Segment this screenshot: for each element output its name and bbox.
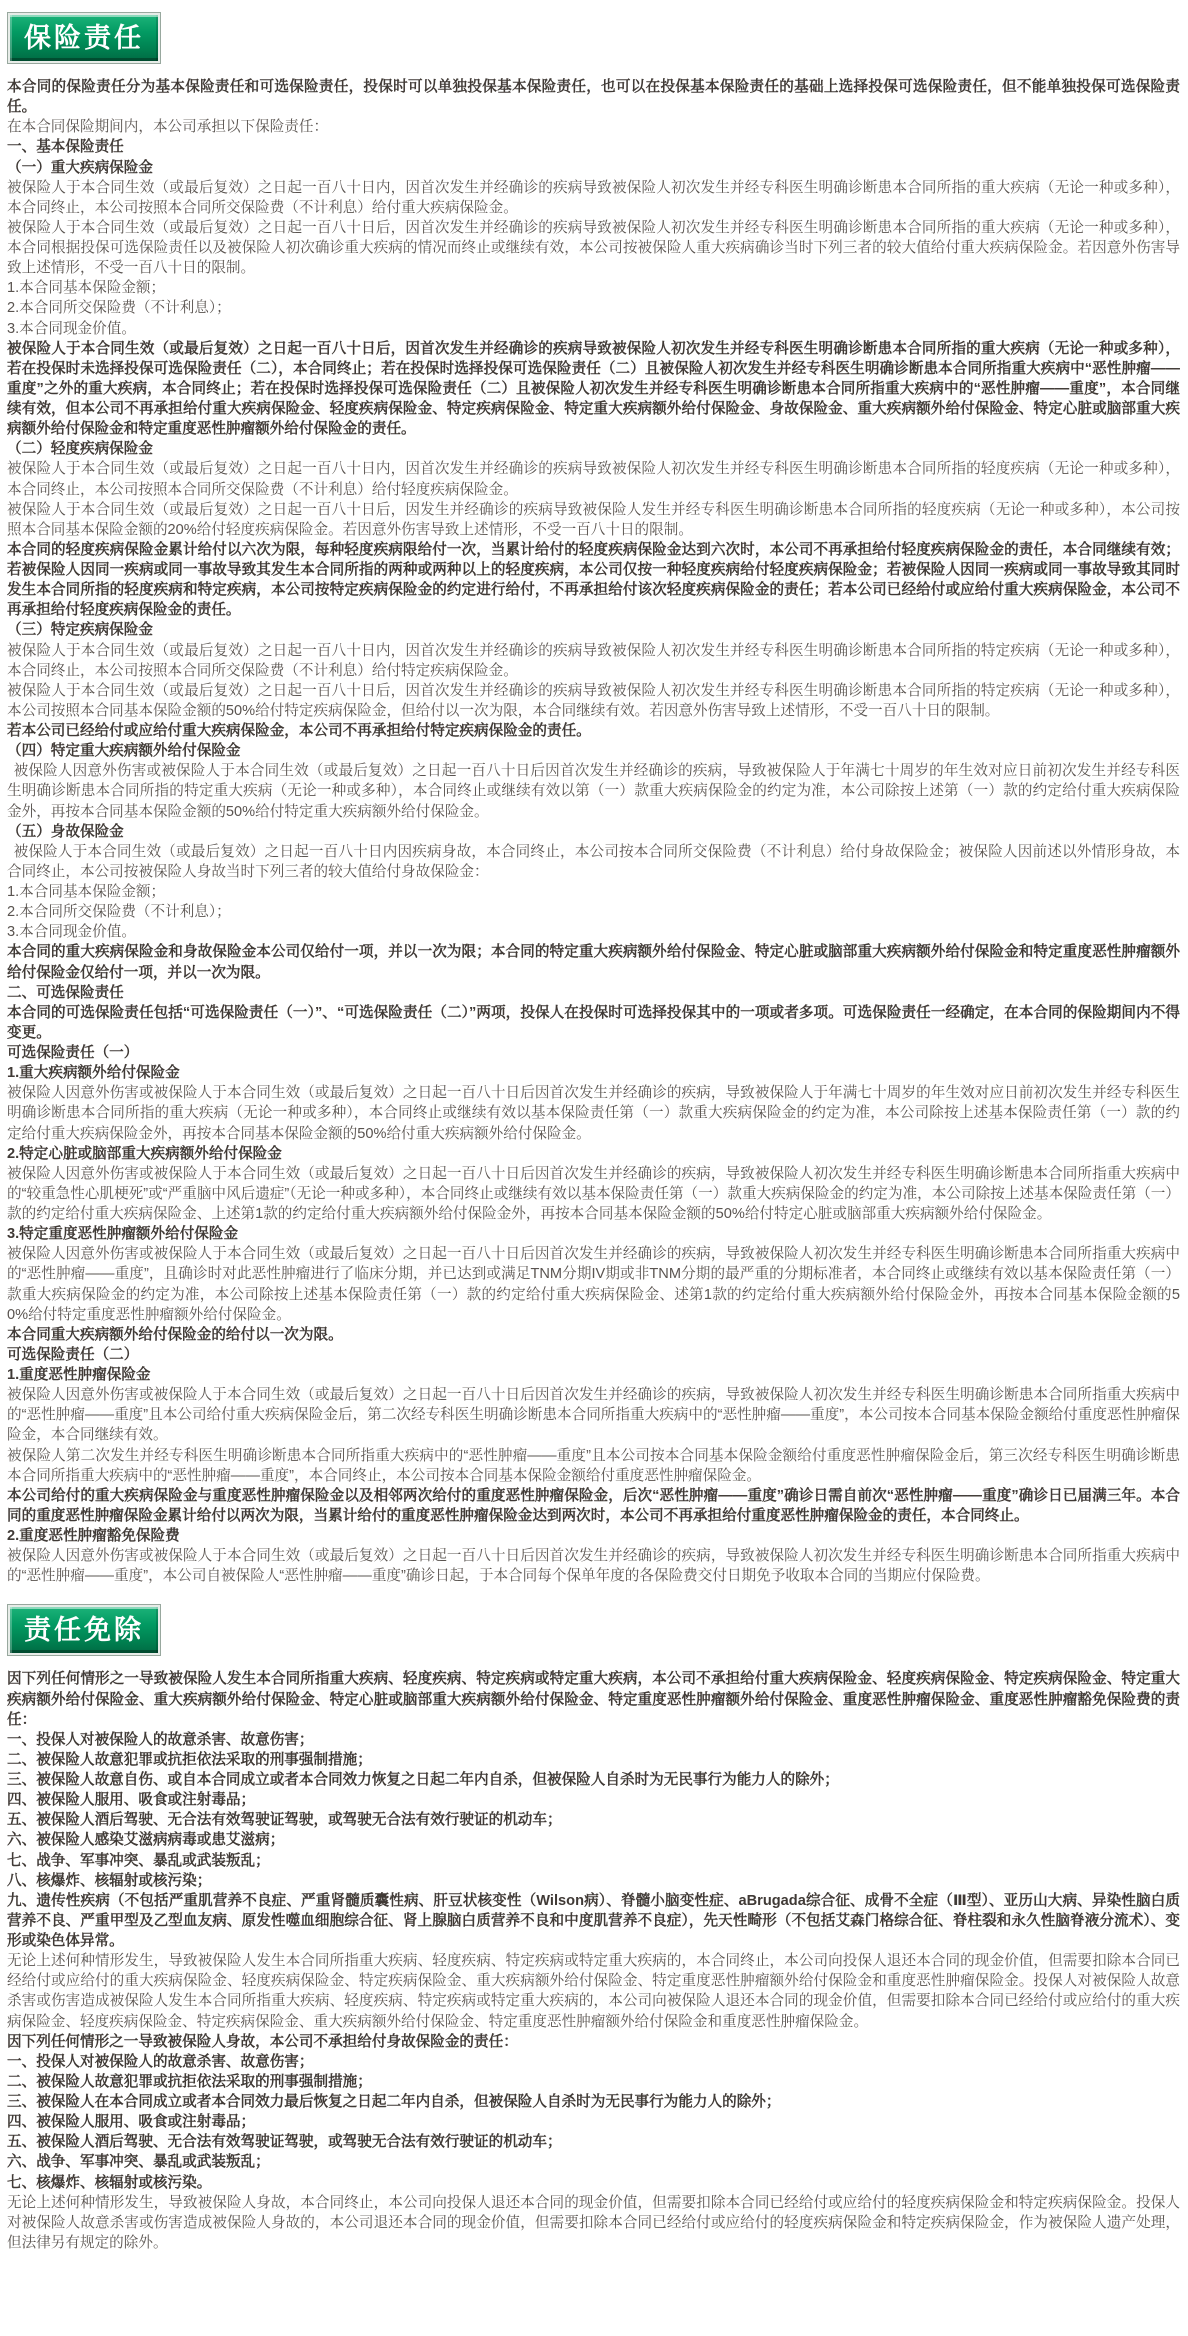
clause-text-bold: 本合同的保险责任分为基本保险责任和可选保险责任，投保时可以单独投保基本保险责任，也可以在投保基本保险责任的基础上选择投保可选保险责任，但不能单独投保可选保险责任。 [7,79,1180,116]
clause-text-bold: 本合同的重大疾病保险金和身故保险金本公司仅给付一项，并以一次为限；本合同的特定重大疾病额外给付保险金、特定心脏或脑部重大疾病额外给付保险金和特定重度恶性肿瘤额外给付保险金仅给付一项，并以一次为限。 [7,944,1180,981]
clause-text-bold: 二、被保险人故意犯罪或抗拒依法采取的刑事强制措施； [7,1751,372,1768]
clause-text: 无论上述何种情形发生，导致被保险人身故，本合同终止，本公司向投保人退还本合同的现金价值，但需要扣除本合同已经给付或应给付的轻度疾病保险金和特定疾病保险金。投保人对被保险人故意杀害或伤害造成被保险人身故的，本公司退还本合同的现金价值，但需要扣除本合同已经给付或应给付的轻度疾病保险金和特定疾病保险金，作为被保险人遗产处理，但法律另有规定的除外。 [7,2194,1180,2251]
clause-text-bold: 若本公司已经给付或应给付重大疾病保险金，本公司不再承担给付特定疾病保险金的责任。 [7,723,591,739]
clause-text-bold: 七、战争、军事冲突、暴乱或武装叛乱； [7,1852,270,1869]
clause-text: 被保险人于本合同生效（或最后复效）之日起一百八十日内，因首次发生并经确诊的疾病导致被保险人初次发生并经专科医生明确诊断患本合同所指的重大疾病（无论一种或多种），本合同终止，本公司按照本合同所交保险费（不计利息）给付重大疾病保险金。 [7,179,1180,216]
clause-text-bold: 四、被保险人服用、吸食或注射毒品； [7,2114,256,2131]
clause-text: 2.本合同所交保险费（不计利息）； [7,904,231,921]
clause-text: 被保险人第二次发生并经专科医生明确诊断患本合同所指重大疾病中的“恶性肿瘤——重度”且本公司按本合同基本保险金额给付重度恶性肿瘤保险金后，第三次经专科医生明确诊断患本合同所指重大疾病中的“恶性肿瘤——重度”，本合同终止，本公司按本合同基本保险金额给付重度恶性肿瘤保险金。 [7,1447,1180,1484]
clause-text: 被保险人于本合同生效（或最后复效）之日起一百八十日后，因发生并经确诊的疾病导致被保险人发生并经专科医生明确诊断患本合同所指的轻度疾病（无论一种或多种），本公司按照本合同基本保险金额的20%给付轻度疾病保险金。若因意外伤害导致上述情形，不受一百八十日的限制。 [7,501,1180,538]
clause-text-bold: （一）重大疾病保险金 [7,159,153,176]
clause-text: 被保险人因意外伤害或被保险人于本合同生效（或最后复效）之日起一百八十日后因首次发生并经确诊的疾病，导致被保险人初次发生并经专科医生明确诊断患本合同所指重大疾病中的“恶性肿瘤——重度”，且确诊时对此恶性肿瘤进行了临床分期，并已达到或满足TNM分期IV期或非TNM分期的最严重的分期标准者，本合同终止或继续有效以基本保险责任第（一）款重大疾病保险金的约定为准，本公司除按上述基本保险责任第（一）款的约定给付重大疾病保险金、述第1款的约定给付重大疾病额外给付保险金外，再按本合同基本保险金额的50%给付特定重度恶性肿瘤额外给付保险金。 [7,1246,1180,1323]
clause-text-bold: （二）轻度疾病保险金 [7,441,153,458]
clause-text-bold: 2.重度恶性肿瘤豁免保险费 [7,1528,180,1544]
clause-text: 被保险人因意外伤害或被保险人于本合同生效（或最后复效）之日起一百八十日后因首次发生并经确诊的疾病，导致被保险人初次发生并经专科医生明确诊断患本合同所指重大疾病中的“恶性肿瘤——重度”，本公司自被保险人“恶性肿瘤——重度”确诊日起，于本合同每个保单年度的各保险费交付日期免予收取本合同的当期应付保险费。 [7,1548,1180,1585]
clause-text-bold: （四）特定重大疾病额外给付保险金 [7,743,241,760]
clause-text-bold: 三、被保险人故意自伤、或自本合同成立或者本合同效力恢复之日起二年内自杀，但被保险人自杀时为无民事行为能力人的除外； [7,1772,839,1788]
insurance-liability-clauses [7,77,1180,1586]
clause-text-bold: 一、投保人对被保险人的故意杀害、故意伤害； [7,2053,314,2070]
clause-text: 被保险人于本合同生效（或最后复效）之日起一百八十日内，因首次发生并经确诊的疾病导致被保险人初次发生并经专科医生明确诊断患本合同所指的轻度疾病（无论一种或多种），本合同终止，本公司按照本合同所交保险费（不计利息）给付轻度疾病保险金。 [7,461,1180,498]
clause-text: 3.本合同现金价值。 [7,320,136,337]
clause-text: 被保险人于本合同生效（或最后复效）之日起一百八十日后，因首次发生并经确诊的疾病导致被保险人初次发生并经专科医生明确诊断患本合同所指的特定疾病（无论一种或多种），本公司按照本合同基本保险金额的50%给付特定疾病保险金，但给付以一次为限，本合同继续有效。若因意外伤害导致上述情形，不受一百八十日的限制。 [7,682,1180,719]
clause-text-bold: 五、被保险人酒后驾驶、无合法有效驾驶证驾驶，或驾驶无合法有效行驶证的机动车； [7,1812,562,1829]
clause-text-bold: 被保险人于本合同生效（或最后复效）之日起一百八十日后，因首次发生并经确诊的疾病导致被保险人初次发生并经专科医生明确诊断患本合同所指的重大疾病（无论一种或多种），若在投保时未选择投保可选保险责任（二），本合同终止；若在投保时选择投保可选保险责任（二）且被保险人初次发生并经专科医生明确诊断患本合同所指重大疾病中“恶性肿瘤——重度”之外的重大疾病，本合同终止；若在投保时选择投保可选保险责任（二）且被保险人初次发生并经专科医生明确诊断患本合同所指重大疾病中的“恶性肿瘤——重度”，本合同继续有效，但本公司不再承担给付重大疾病保险金、轻度疾病保险金、特定疾病保险金、特定重大疾病额外给付保险金、身故保险金、重大疾病额外给付保险金、特定心脏或脑部重大疾病额外给付保险金和特定重度恶性肿瘤额外给付保险金的责任。 [7,340,1180,438]
clause-text: 被保险人因意外伤害或被保险人于本合同生效（或最后复效）之日起一百八十日后因首次发生并经确诊的疾病，导致被保险人于年满七十周岁的年生效对应日前初次发生并经专科医生明确诊断患本合同所指的特定重大疾病（无论一种或多种），本合同终止或继续有效以第（一）款重大疾病保险金的约定为准，本公司除按上述第（一）款的约定给付重大疾病保险金外，再按本合同基本保险金额的50%给付特定重大疾病额外给付保险金。 [7,763,1180,820]
clause-text-bold: 三、被保险人在本合同成立或者本合同效力最后恢复之日起二年内自杀，但被保险人自杀时为无民事行为能力人的除外； [7,2094,781,2110]
clause-text-bold: 二、可选保险责任 [7,984,124,1001]
liability-exemption-badge-label: 责任免除 [10,1607,158,1653]
clause-text: 被保险人于本合同生效（或最后复效）之日起一百八十日内，因首次发生并经确诊的疾病导致被保险人初次发生并经专科医生明确诊断患本合同所指的特定疾病（无论一种或多种），本合同终止，本公司按照本合同所交保险费（不计利息）给付特定疾病保险金。 [7,642,1180,679]
clause-text: 在本合同保险期间内，本公司承担以下保险责任： [7,119,329,136]
clause-text-bold: 九、遗传性疾病（不包括严重肌营养不良症、严重肾髓质囊性病、肝豆状核变性（Wilson病）、脊髓小脑变性症、aBrugada综合征、成骨不全症（Ⅲ型）、亚历山大病、异染性脑白质营养不良、严重甲型及乙型血友病、原发性噬血细胞综合征、肾上腺脑白质营养不良和中度肌营养不良症），先天性畸形（不包括艾森门格综合征、脊柱裂和永久性脑脊液分流术）、变形或染色体异常。 [7,1892,1180,1949]
clause-text: 被保险人因意外伤害或被保险人于本合同生效（或最后复效）之日起一百八十日后因首次发生并经确诊的疾病，导致被保险人初次发生并经专科医生明确诊断患本合同所指重大疾病中的“较重急性心肌梗死”或“严重脑中风后遗症”（无论一种或多种），本合同终止或继续有效以基本保险责任第（一）款重大疾病保险金的约定为准，本公司除按上述基本保险责任第（一）款的约定给付重大疾病保险金、上述第1款的约定给付重大疾病额外给付保险金外，再按本合同基本保险金额的50%给付特定心脏或脑部重大疾病额外给付保险金。 [7,1165,1180,1222]
clause-text-bold: （三）特定疾病保险金 [7,622,153,639]
clause-text-bold: 1.重度恶性肿瘤保险金 [7,1367,151,1383]
clause-text-bold: 四、被保险人服用、吸食或注射毒品； [7,1792,256,1809]
insurance-liability-badge-label: 保险责任 [10,15,158,61]
clause-text-bold: 本合同的可选保险责任包括“可选保险责任（一）”、“可选保险责任（二）”两项，投保人在投保时可选择投保其中的一项或者多项。可选保险责任一经确定，在本合同的保险期间内不得变更。 [7,1004,1180,1041]
clause-text-bold: 七、核爆炸、核辐射或核污染。 [7,2174,212,2191]
clause-text-bold: 本公司给付的重大疾病保险金与重度恶性肿瘤保险金以及相邻两次给付的重度恶性肿瘤保险金，后次“恶性肿瘤——重度”确诊日需自前次“恶性肿瘤——重度”确诊日已届满三年。本合同的重度恶性肿瘤保险金累计给付以两次为限，当累计给付的重度恶性肿瘤保险金达到两次时，本公司不再承担给付重度恶性肿瘤保险金的责任，本合同终止。 [7,1487,1180,1524]
clause-text-bold: （五）身故保险金 [7,823,124,840]
clause-text: 被保险人因意外伤害或被保险人于本合同生效（或最后复效）之日起一百八十日后因首次发生并经确诊的疾病，导致被保险人初次发生并经专科医生明确诊断患本合同所指重大疾病中的“恶性肿瘤——重度”且本公司给付重大疾病保险金后，第二次经专科医生明确诊断患本合同所指重大疾病中的“恶性肿瘤——重度”，本公司按本合同基本保险金额给付重度恶性肿瘤保险金，本合同继续有效。 [7,1387,1180,1444]
clause-text: 被保险人于本合同生效（或最后复效）之日起一百八十日内因疾病身故，本合同终止，本公司按本合同所交保险费（不计利息）给付身故保险金；被保险人因前述以外情形身故，本合同终止，本公司按被保险人身故当时下列三者的较大值给付身故保险金： [7,843,1180,880]
clause-text-bold: 六、战争、军事冲突、暴乱或武装叛乱； [7,2154,270,2171]
liability-exemption-badge [7,1604,161,1656]
section-insurance-liability [7,12,1180,1586]
clause-text: 1.本合同基本保险金额； [7,884,166,900]
clause-text: 被保险人因意外伤害或被保险人于本合同生效（或最后复效）之日起一百八十日后因首次发生并经确诊的疾病，导致被保险人于年满七十周岁的年生效对应日前初次发生并经专科医生明确诊断患本合同所指的重大疾病（无论一种或多种），本合同终止或继续有效以基本保险责任第（一）款重大疾病保险金的约定为准，本公司除按上述基本保险责任第（一）款的约定给付重大疾病保险金外，再按本合同基本保险金额的50%给付重大疾病额外给付保险金。 [7,1085,1180,1142]
clause-text: 被保险人于本合同生效（或最后复效）之日起一百八十日后，因首次发生并经确诊的疾病导致被保险人初次发生并经专科医生明确诊断患本合同所指的重大疾病（无论一种或多种），本合同根据投保可选保险责任以及被保险人初次确诊重大疾病的情况而终止或继续有效，本公司按被保险人重大疾病确诊当时下列三者的较大值给付重大疾病保险金。若因意外伤害导致上述情形，不受一百八十日的限制。 [7,219,1180,277]
clause-text-bold: 五、被保险人酒后驾驶、无合法有效驾驶证驾驶，或驾驶无合法有效行驶证的机动车； [7,2134,562,2151]
clause-text-bold: 本合同重大疾病额外给付保险金的给付以一次为限。 [7,1326,343,1343]
clause-text-bold: 六、被保险人感染艾滋病病毒或患艾滋病； [7,1832,285,1849]
clause-text-bold: 可选保险责任（一） [7,1045,139,1061]
clause-text-bold: 一、基本保险责任 [7,139,124,156]
clause-text-bold: 可选保险责任（二） [7,1346,139,1363]
clause-text: 2.本合同所交保险费（不计利息）； [7,300,231,317]
clause-text-bold: 1.重大疾病额外给付保险金 [7,1065,180,1082]
clause-text-bold: 一、投保人对被保险人的故意杀害、故意伤害； [7,1731,314,1748]
clause-text-bold: 本合同的轻度疾病保险金累计给付以六次为限，每种轻度疾病限给付一次，当累计给付的轻度疾病保险金达到六次时，本公司不再承担给付轻度疾病保险金的责任，本合同继续有效；若被保险人因同一疾病或同一事故导致其发生本合同所指的两种或两种以上的轻度疾病，本公司仅按一种轻度疾病给付轻度疾病保险金；若被保险人因同一疾病或同一事故导致其同时发生本合同所指的轻度疾病和特定疾病，本公司按特定疾病保险金的约定进行给付，不再承担给付该次轻度疾病保险金的责任；若本公司已经给付或应给付重大疾病保险金，本公司不再承担给付轻度疾病保险金的责任。 [7,541,1180,619]
clause-text-bold: 因下列任何情形之一导致被保险人身故，本公司不承担给付身故保险金的责任： [7,2033,518,2050]
clause-text-bold: 3.特定重度恶性肿瘤额外给付保险金 [7,1226,239,1243]
clause-text: 3.本合同现金价值。 [7,924,136,941]
clause-text: 1.本合同基本保险金额； [7,280,166,297]
section-liability-exemption [7,1604,1180,2253]
insurance-liability-badge [7,12,161,64]
clause-text-bold: 八、核爆炸、核辐射或核污染； [7,1872,212,1889]
clause-text-bold: 2.特定心脏或脑部重大疾病额外给付保险金 [7,1145,282,1162]
clause-text-bold: 因下列任何情形之一导致被保险人发生本合同所指重大疾病、轻度疾病、特定疾病或特定重大疾病，本公司不承担给付重大疾病保险金、轻度疾病保险金、特定疾病保险金、特定重大疾病额外给付保险金、重大疾病额外给付保险金、特定心脏或脑部重大疾病额外给付保险金、特定重度恶性肿瘤额外给付保险金、重度恶性肿瘤保险金、重度恶性肿瘤豁免保险费的责任： [7,1671,1180,1728]
liability-exemption-clauses [7,1669,1180,2253]
clause-text: 无论上述何种情形发生，导致被保险人发生本合同所指重大疾病、轻度疾病、特定疾病或特定重大疾病的，本合同终止，本公司向投保人退还本合同的现金价值，但需要扣除本合同已经给付或应给付的重大疾病保险金、轻度疾病保险金、特定疾病保险金、重大疾病额外给付保险金、特定重度恶性肿瘤额外给付保险金和重度恶性肿瘤保险金。投保人对被保险人故意杀害或伤害造成被保险人发生本合同所指重大疾病、轻度疾病、特定疾病或特定重大疾病的，本公司向被保险人退还本合同的现金价值，但需要扣除本合同已经给付或应给付的重大疾病保险金、轻度疾病保险金、特定疾病保险金、重大疾病额外给付保险金、特定重度恶性肿瘤额外给付保险金和重度恶性肿瘤保险金。 [7,1953,1180,2030]
clause-text-bold: 二、被保险人故意犯罪或抗拒依法采取的刑事强制措施； [7,2073,372,2090]
